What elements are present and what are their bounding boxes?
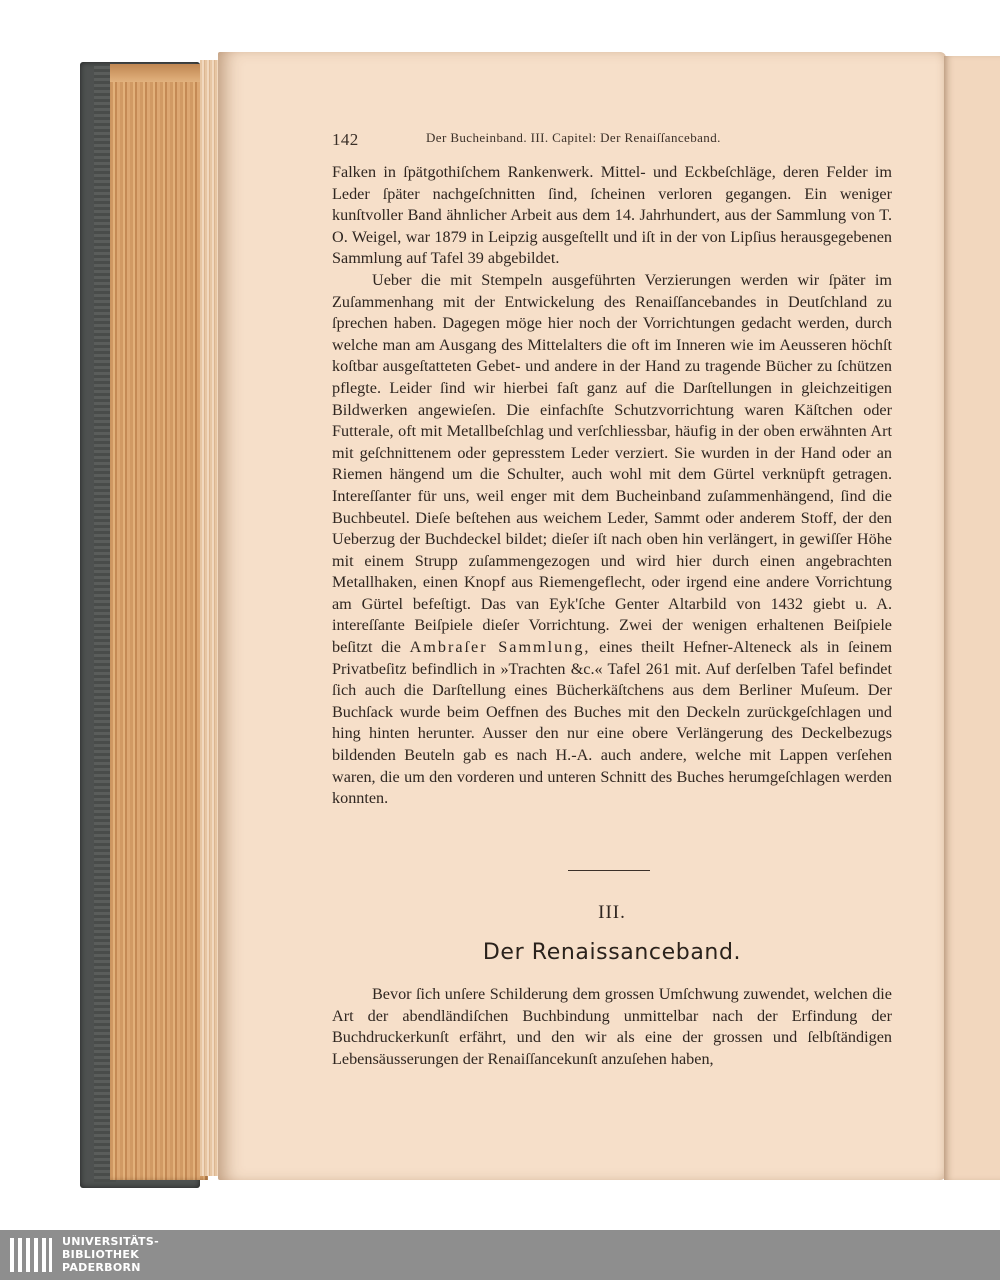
page-number: 142 [332, 130, 359, 149]
paragraph-2-part-a: Ueber die mit Stempeln ausgeführten Verzierungen werden wir ſpäter im Zuſammenhang mit der Entwickelung des Renaiſſancebandes in Deutſchland zu ſprechen haben. Dagegen möge hier noch der Vorrichtungen gedacht werden, durch welche man am Ausgang des Mittelalters die oft im Inneren wie im Aeusseren höchſt koſtbar ausgeſtatteten Gebet- und andere in der Hand zu tragende Bücher zu ſchützen pflegte. Leider ſind wir hierbei faſt ganz auf die Darſtellungen in gleichzeitigen Bildwerken angewieſen. Die einfachſte Schutzvorrichtung waren Käſtchen oder Futterale, oft mit Metallbeſchlag und verſchliessbar, häufig in der oben erwähnten Art mit geſchnittenem oder gepresstem Leder verziert. Sie wurden in der Hand oder an Riemen hängend um die Schulter, auch wohl mit dem Gürtel verknüpft getragen. Intereſſanter für uns, weil enger mit dem Bucheinband zuſammenhängend, ſind die Buchbeutel. Dieſe beſtehen aus weichem Leder, Sammt oder anderem Stoff, der den Ueberzug der Buchdeckel bildet; dieſer iſt nach oben hin verlängert, in gewiſſer Höhe mit einem Strupp zuſammengezogen und wird hier durch einen angebrachten Metallhaken, einen Knopf aus Riemengeflecht, oder irgend eine andere Vorrichtung am Gürtel befeſtigt. Das van Eyk'ſche Genter Altarbild von 1432 giebt u. A. intereſſante Beiſpiele dieſer Vorrichtung. Zwei der wenigen erhaltenen Beiſpiele beſitzt die [332, 270, 892, 657]
chapter-title: Der Renaissanceband. [482, 940, 742, 965]
logo-line-1: UNIVERSITÄTS- [62, 1235, 159, 1248]
body-text-section-2 [332, 984, 892, 1070]
logo-line-3: PADERBORN [62, 1261, 141, 1274]
paragraph-2 [332, 270, 892, 810]
ambraser-sammlung: Ambraſer Sammlung, [409, 638, 591, 657]
body-text-section-1 [332, 162, 892, 810]
page-stack-top [110, 64, 208, 82]
library-logo-icon [8, 1234, 54, 1276]
library-logo-text [62, 1235, 159, 1274]
paragraph-1: Falken in ſpätgothiſchem Rankenwerk. Mittel- und Eckbeſchläge, deren Felder im Leder ſpäter nachgeſchnitten ſind, ſcheinen verloren gegangen. Ein weniger kunſtvoller Band ähnlicher Arbeit aus dem 14. Jahrhundert, aus der Sammlung von T. O. Weigel, war 1879 in Leipzig ausgeſtellt und iſt in der von Lipſius herausgegebenen Sammlung auf Tafel 39 abgebildet. [332, 163, 892, 268]
facing-page-edge [944, 56, 1000, 1180]
running-title: Der Bucheinband. III. Capitel: Der Renaiſſanceband. [426, 130, 721, 145]
running-head [332, 128, 892, 150]
page-stack-edge [110, 64, 208, 1180]
logo-line-2: BIBLIOTHEK [62, 1248, 140, 1261]
chapter-paragraph-1: Bevor ſich unſere Schilderung dem grossen Umſchwung zuwendet, welchen die Art der abendländiſchen Buchbindung unmittelbar nach der Erfindung der Buchdruckerkunſt erfährt, und den wir als eine der grossen und ſelbſtändigen Lebensäusserungen der Renaiſſancekunſt anzuſehen haben, [332, 985, 892, 1068]
chapter-number: III. [598, 902, 626, 923]
section-divider [568, 870, 650, 871]
library-footer [0, 1230, 1000, 1280]
paragraph-2-part-b: eines theilt Hefner-Alteneck als in ſeinem Privatbeſitz befindlich in »Trachten &c.« Tafel 261 mit. Auf derſelben Tafel befindet ſich auch die Darſtellung eines Bücherkäſtchens aus dem Berliner Muſeum. Der Buchſack wurde beim Oeffnen des Buches mit den Deckeln zurückgeſchlagen und hing hinten herunter. Ausser den nur eine obere Verlängerung des Deckelbezugs bildenden Beuteln gab es nach H.-A. auch andere, welche mit Lappen verſehen waren, die um den vorderen und unteren Schnitt des Buches herumgeſchlagen werden konnten. [332, 638, 893, 808]
